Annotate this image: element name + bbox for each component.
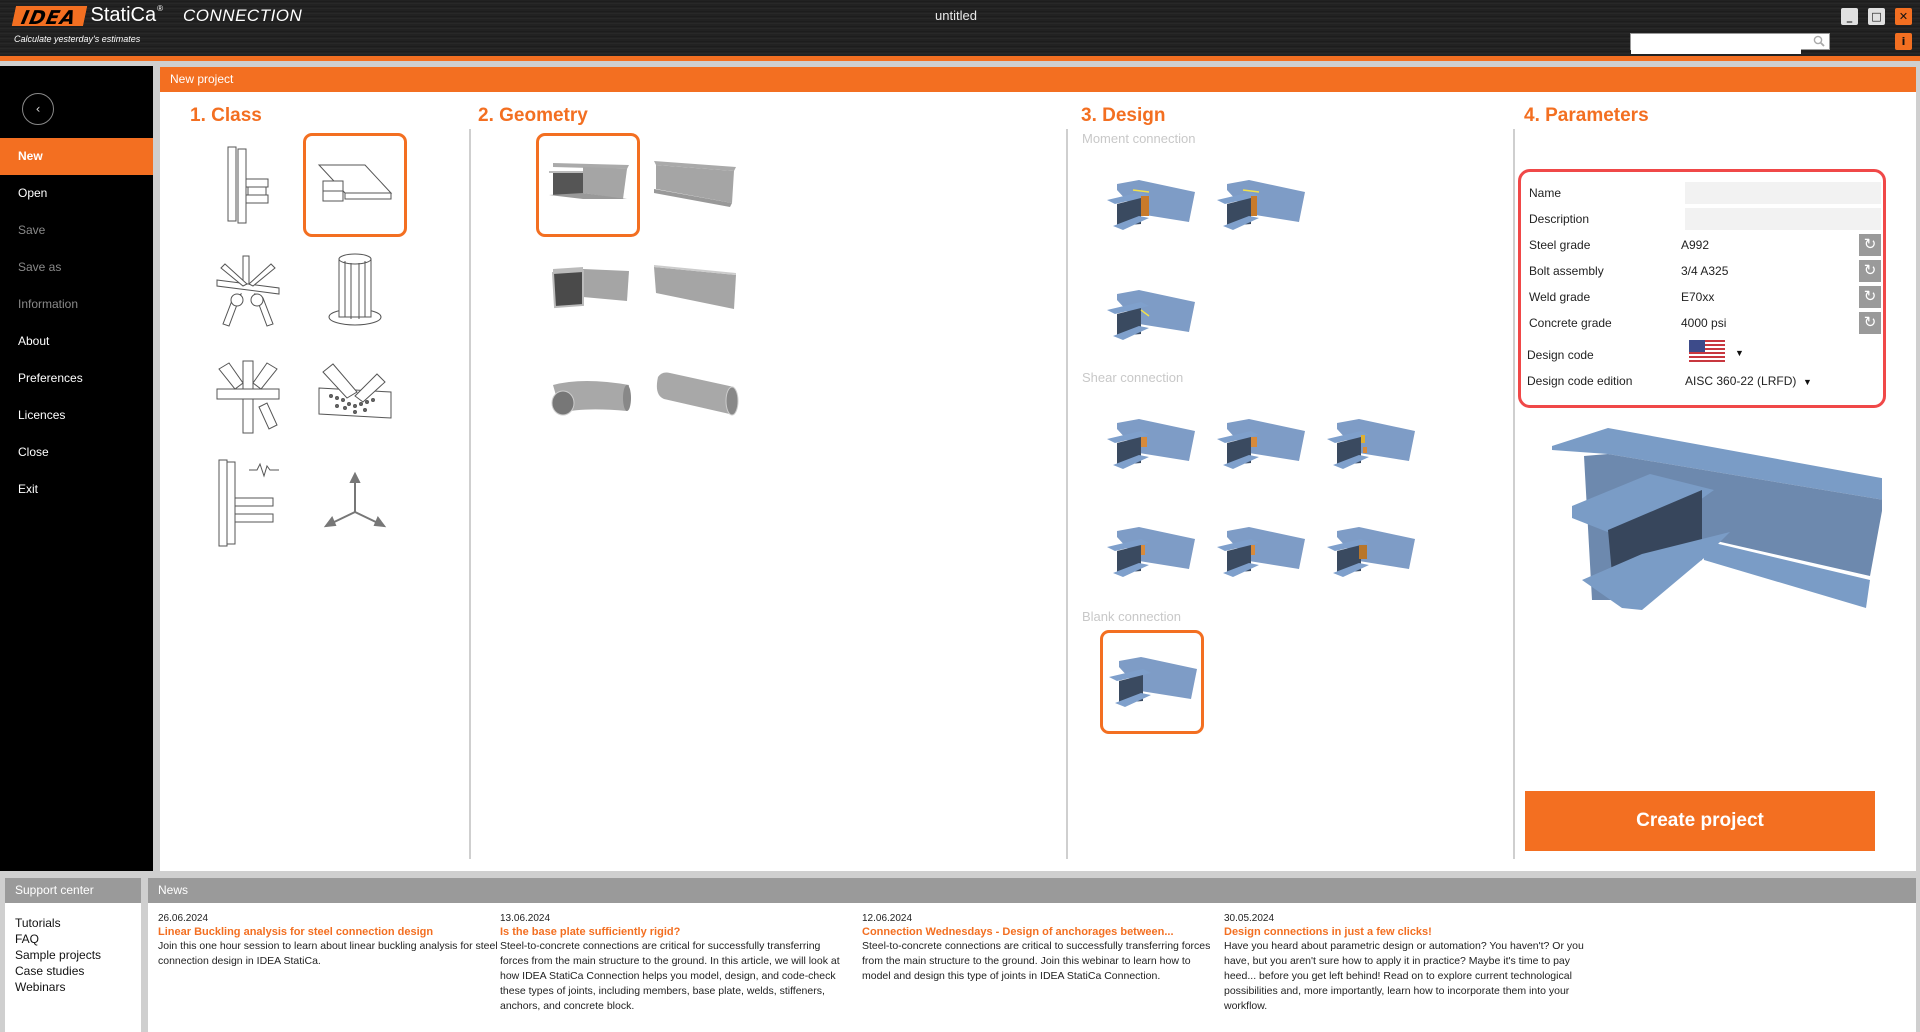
refresh-icon: ↻ [1863,314,1877,331]
news-panel [148,878,1916,1032]
geometry-option-i-section-t-joint[interactable] [536,133,640,237]
news-body: Steel-to-concrete connections are critical for successfully transferring forces from the main structure to the ground. In this article, we will look at how IDEA StatiCa Connection helps you model, design, and code-check these types of joints, including members, base plate, welds, stiffeners, anchors, and concrete block. [500,940,840,1012]
shear-connection-icon [1325,525,1415,579]
class-option-column-base[interactable] [303,239,407,343]
support-link-sample-projects[interactable]: Sample projects [15,948,102,962]
shear-connection-icon [1215,417,1305,471]
class-option-beam-to-column[interactable] [196,133,300,237]
sidebar-item-information: Information [18,297,79,311]
concrete-grade-reset-button[interactable] [1859,312,1881,334]
sidebar-item-exit[interactable]: Exit [18,482,39,496]
weld-grade-reset-button[interactable] [1859,286,1881,308]
steel-grade-label: Steel grade [1529,238,1591,252]
news-date: 30.05.2024 [1224,913,1275,924]
sidebar-item-save: Save [18,223,46,237]
description-label: Description [1529,212,1590,226]
connection-preview-3d [1522,410,1882,610]
news-date: 13.06.2024 [500,913,551,924]
seismic-icon [213,458,283,548]
bolt-assembly-label: Bolt assembly [1529,264,1604,278]
logo-idea: IDEA [12,6,87,26]
beam-to-column-icon [218,145,278,225]
window-title: untitled [935,8,977,23]
sidebar-item-open[interactable]: Open [18,186,48,200]
sidebar-item-preferences[interactable]: Preferences [18,371,83,385]
close-icon: ✕ [1898,10,1909,23]
column-divider [1513,129,1515,859]
design-option-moment-1[interactable] [1098,153,1202,257]
param-row-design-code [1529,340,1879,368]
shear-connection-icon [1325,417,1415,471]
geometry-option-chs-splice[interactable] [643,345,747,449]
shear-connection-icon [1105,525,1195,579]
support-links [5,903,141,995]
param-row-concrete-grade [1529,312,1879,334]
sidebar-menu [0,138,153,508]
param-row-bolt-assembly [1529,260,1879,282]
info-icon: i [1901,35,1906,48]
param-row-name [1529,182,1879,204]
design-code-edition-dropdown[interactable]: AISC 360-22 (LRFD) ▼ [1685,374,1812,388]
column-divider [1066,129,1068,859]
moment-connection-label: Moment connection [1082,131,1196,146]
gusset-plate-icon [315,362,395,432]
steel-grade-value[interactable]: A992 [1681,238,1710,252]
support-link-webinars[interactable]: Webinars [15,980,66,994]
news-item [1224,913,1584,1014]
steel-grade-reset-button[interactable] [1859,234,1881,256]
design-option-shear-5[interactable] [1208,500,1312,604]
design-title: 3. Design [1081,105,1166,126]
sidebar [0,66,153,871]
design-code-dropdown[interactable] [1689,340,1725,364]
news-title-link[interactable]: Connection Wednesdays - Design of anchorages between... [862,926,1174,938]
beam-to-beam-icon [315,155,395,215]
weld-grade-label: Weld grade [1529,290,1591,304]
design-option-moment-2[interactable] [1208,153,1312,257]
blank-connection-icon [1107,655,1197,709]
bolt-assembly-value[interactable]: 3/4 A325 [1681,264,1729,278]
design-option-shear-3[interactable] [1318,392,1422,496]
us-flag-icon [1689,340,1725,364]
bolt-assembly-reset-button[interactable] [1859,260,1881,282]
news-item [862,913,1217,984]
panel-header: New project [160,67,1916,92]
geometry-title: 2. Geometry [478,105,588,126]
support-link-faq[interactable]: FAQ [15,932,40,946]
chs-splice-icon [650,367,740,427]
search-box[interactable] [1630,33,1830,50]
sidebar-item-licences[interactable]: Licences [18,408,66,422]
logo-statica: StatiCa® [90,4,164,26]
create-project-button[interactable]: Create project [1525,791,1875,851]
axes-icon [320,468,390,538]
design-option-shear-4[interactable] [1098,500,1202,604]
concrete-grade-value[interactable]: 4000 psi [1681,316,1727,330]
support-link-case-studies[interactable]: Case studies [15,964,85,978]
sidebar-item-new[interactable]: New [0,138,153,175]
news-date: 26.06.2024 [158,913,209,924]
sidebar-item-about[interactable]: About [18,334,50,348]
close-button[interactable] [1895,8,1912,25]
geometry-option-i-section-splice[interactable] [643,133,747,237]
news-item [158,913,498,969]
news-title-link[interactable]: Is the base plate sufficiently rigid? [500,926,681,938]
design-option-moment-3[interactable] [1098,263,1202,367]
shear-connection-icon [1215,525,1305,579]
design-option-shear-1[interactable] [1098,392,1202,496]
news-title-link[interactable]: Design connections in just a few clicks! [1224,926,1432,938]
news-body: Have you heard about parametric design or automation? You haven't? Or you have, but you aren't sure how to apply it in practice? Maybe it's time to pay heed... before you get left behind! Read on to explore current technological possibilities and, more importantly, learn how to incorporate them into your workflow. [1224,940,1584,1012]
column-base-icon [325,251,385,331]
support-center-header: Support center [5,878,141,903]
news-item [500,913,850,1014]
back-button[interactable] [22,93,54,125]
title-accent-strip [0,56,1920,61]
product-name: CONNECTION [183,5,303,25]
chevron-down-icon[interactable]: ▼ [1735,348,1744,358]
name-label: Name [1529,186,1562,200]
search-input[interactable] [1631,39,1801,54]
design-code-edition-label: Design code edition [1527,374,1633,388]
refresh-icon: ↻ [1863,262,1877,279]
design-option-shear-2[interactable] [1208,392,1312,496]
news-date: 12.06.2024 [862,913,913,924]
weld-grade-value[interactable]: E70xx [1681,290,1715,304]
sidebar-item-close[interactable]: Close [18,445,49,459]
support-link-tutorials[interactable]: Tutorials [15,916,61,930]
truss-node-icon [213,254,283,329]
chevron-down-icon: ▼ [1803,377,1812,387]
class-option-seismic[interactable] [196,451,300,555]
design-code-label: Design code [1527,348,1594,362]
chs-t-joint-icon [543,367,633,427]
minimize-button[interactable] [1841,8,1858,25]
geometry-option-chs-t-joint[interactable] [536,345,640,449]
param-row-description [1529,208,1879,230]
refresh-icon: ↻ [1863,236,1877,253]
chevron-left-icon: ‹ [35,102,41,116]
class-title: 1. Class [190,105,262,126]
param-row-steel-grade [1529,234,1879,256]
rhs-splice-icon [650,261,740,321]
news-body: Join this one hour session to learn about linear buckling analysis for steel connection design in IDEA StatiCa. [158,940,498,967]
design-option-blank[interactable] [1100,630,1204,734]
blank-connection-label: Blank connection [1082,609,1182,624]
moment-connection-icon [1215,178,1305,232]
maximize-icon: □ [1871,10,1882,23]
class-option-bracing-node[interactable] [196,345,300,449]
name-input[interactable] [1685,182,1881,204]
moment-connection-icon [1105,178,1195,232]
description-input[interactable] [1685,208,1881,230]
parameters-title: 4. Parameters [1524,105,1649,126]
refresh-icon: ↻ [1863,288,1877,305]
class-option-truss-node[interactable] [196,239,300,343]
class-option-beam-to-beam[interactable] [303,133,407,237]
geometry-option-rhs-splice[interactable] [643,239,747,343]
minimize-icon: _ [1846,10,1853,23]
support-center-panel [5,878,141,1032]
column-divider [469,129,471,859]
concrete-grade-label: Concrete grade [1529,316,1612,330]
param-row-design-code-edition [1529,370,1879,392]
class-option-gusset-plate[interactable] [303,345,407,449]
design-option-shear-6[interactable] [1318,500,1422,604]
class-option-general[interactable] [303,451,407,555]
shear-connection-label: Shear connection [1082,370,1184,385]
tagline: Calculate yesterday's estimates [14,34,141,44]
geometry-option-rhs-t-joint[interactable] [536,239,640,343]
maximize-button[interactable] [1868,8,1885,25]
shear-connection-icon [1105,417,1195,471]
i-section-splice-icon [650,155,740,215]
news-header: News [148,878,1916,903]
rhs-t-joint-icon [543,261,633,321]
info-button[interactable] [1895,33,1912,50]
moment-connection-icon [1105,288,1195,342]
bracing-node-icon [213,357,283,437]
param-row-weld-grade [1529,286,1879,308]
parameters-form [1518,169,1886,408]
search-icon[interactable] [1813,35,1825,47]
news-body: Steel-to-concrete connections are critical to successfully transferring forces from the main structure to the ground. Join this webinar to learn how to model and design this type of joints in IDEA StatiCa Connection. [862,940,1211,982]
news-title-link[interactable]: Linear Buckling analysis for steel connection design [158,926,434,938]
i-section-t-joint-icon [543,155,633,215]
sidebar-item-save-as: Save as [18,260,62,274]
